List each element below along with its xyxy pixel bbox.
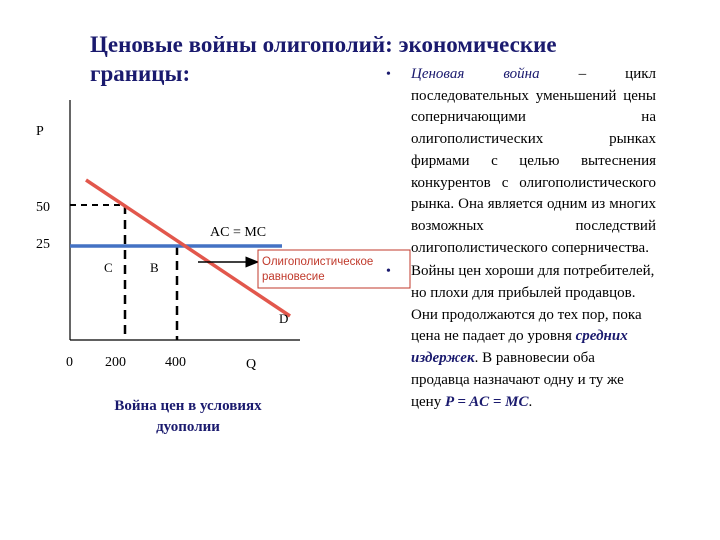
- bullet-price-war-definition: [386, 64, 656, 259]
- tick-50: 50: [36, 200, 50, 215]
- bullet2-text-after: .: [528, 393, 533, 410]
- slide-title-line1: Ценовые войны олигополий: экономические: [90, 32, 557, 57]
- bullet-price-war-effects: [386, 261, 656, 413]
- x-axis-label: Q: [246, 357, 257, 372]
- slide-title-line2: границы:: [90, 61, 191, 86]
- demand-line: [86, 180, 290, 316]
- bullet-marker: •: [386, 67, 391, 82]
- graph-caption: [88, 396, 288, 438]
- tick-400: 400: [165, 355, 186, 370]
- point-b-label: B: [150, 260, 159, 275]
- demand-label: D: [279, 311, 289, 326]
- point-c-label: C: [104, 260, 113, 275]
- bullet2-text-before: Войны цен хороши для потребителей, но плохи для прибылей продавцов. Они продолжаются до тех пор, пока цена не падает до уровня: [411, 263, 655, 345]
- bullet1-text: – цикл последовательных уменьшений цены соперничающими на олигополистических рынках фирмами с целью вытеснения конкурентов с олигополистического рынка. Она является одним из многих возможных последствий олигополистического соперничества.: [411, 66, 656, 256]
- tick-25: 25: [36, 237, 50, 252]
- bullet2-text-middle: . В равновесии оба продавца назначают одну и ту же цену: [411, 350, 624, 410]
- bullet-list: [386, 64, 656, 413]
- equilibrium-label-line2: равновесие: [262, 271, 325, 283]
- graph-caption-line1: Война цен в условиях: [114, 398, 262, 414]
- tick-0: 0: [66, 355, 73, 370]
- ac-mc-label: AC = MC: [210, 225, 267, 240]
- bullet-marker: •: [386, 264, 391, 280]
- tick-200: 200: [105, 355, 126, 370]
- term-price-war: Ценовая война: [411, 66, 540, 82]
- equilibrium-label-line1: Олигополистическое: [262, 256, 374, 268]
- graph-caption-line2: дуополии: [156, 419, 220, 435]
- term-average-costs: средних издержек: [411, 328, 628, 367]
- formula-p-ac-mc: P = AC = MC: [444, 393, 529, 410]
- y-axis-label: P: [36, 124, 44, 139]
